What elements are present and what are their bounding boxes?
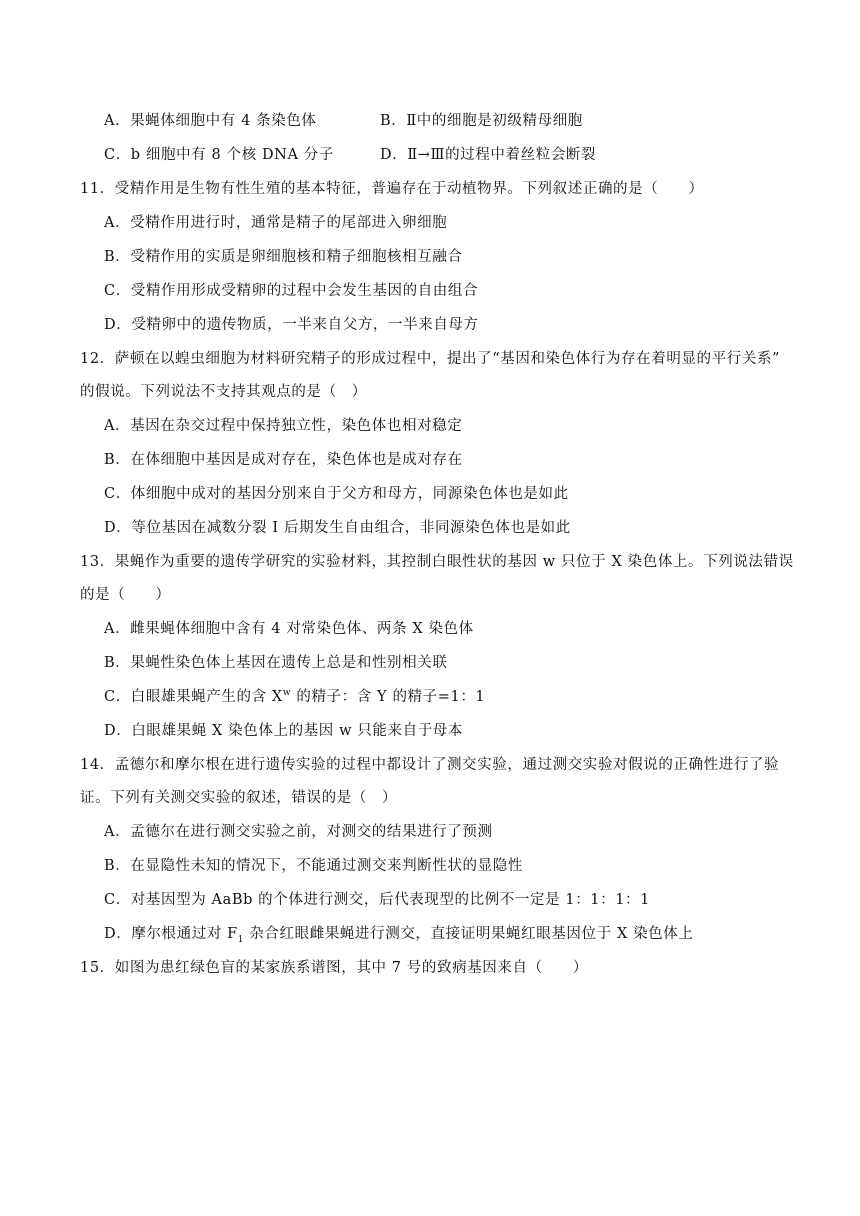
question-14-option-c: C．对基因型为 AaBb 的个体进行测交，后代表现型的比例不一定是 1：1：1：1: [104, 892, 650, 908]
option-b: B．Ⅱ中的细胞是初级精母细胞: [380, 113, 583, 129]
question-12-option-d: D．等位基因在减数分裂 I 后期发生自由组合，非同源染色体也是如此: [104, 520, 571, 536]
question-13-option-d: D．白眼雄果蝇 X 染色体上的基因 w 只能来自于母本: [104, 723, 463, 739]
question-11-option-a: A．受精作用进行时，通常是精子的尾部进入卵细胞: [104, 215, 448, 231]
question-11-option-c: C．受精作用形成受精卵的过程中会发生基因的自由组合: [104, 283, 479, 299]
question-13-option-b: B．果蝇性染色体上基因在遗传上总是和性别相关联: [104, 655, 448, 671]
question-15-stem: 15．如图为患红绿色盲的某家族系谱图，其中 7 号的致病基因来自（ ）: [80, 960, 588, 976]
option-d: D．Ⅱ→Ⅲ的过程中着丝粒会断裂: [380, 147, 597, 163]
allele-superscript: w: [282, 688, 292, 699]
option-d-text-post: 杂合红眼雌果蝇进行测交，直接证明果蝇红眼基因位于 X 染色体上: [244, 926, 694, 942]
question-13-option-c: [104, 687, 485, 707]
question-13-stem-line1: 13．果蝇作为重要的遗传学研究的实验材料，其控制白眼性状的基因 w 只位于 X 染色体上。下列说法错误: [80, 554, 794, 570]
question-12-stem-line1: 12．萨顿在以蝗虫细胞为材料研究精子的形成过程中，提出了“基因和染色体行为存在着明显的平行关系”: [80, 351, 781, 367]
option-a: A．果蝇体细胞中有 4 条染色体: [104, 113, 317, 129]
question-12-option-a: A．基因在杂交过程中保持独立性，染色体也相对稳定: [104, 418, 463, 434]
question-14-option-b: B．在显隐性未知的情况下，不能通过测交来判断性状的显隐性: [104, 858, 523, 874]
question-11-stem: 11．受精作用是生物有性生殖的基本特征，普遍存在于动植物界。下列叙述正确的是（ ）: [80, 181, 704, 197]
generation-subscript: 1: [237, 934, 245, 945]
question-14-option-d: [104, 924, 693, 944]
question-14-option-a: A．孟德尔在进行测交实验之前，对测交的结果进行了预测: [104, 824, 493, 840]
option-c: C．b 细胞中有 8 个核 DNA 分子: [104, 147, 334, 163]
question-14-stem-line1: 14．孟德尔和摩尔根在进行遗传实验的过程中都设计了测交实验，通过测交实验对假说的正确性进行了验: [80, 757, 780, 773]
question-12-option-b: B．在体细胞中基因是成对存在，染色体也是成对存在: [104, 452, 463, 468]
question-13-option-a: A．雌果蝇体细胞中含有 4 对常染色体、两条 X 染色体: [104, 621, 474, 637]
question-13-stem-line2: 的是（ ）: [80, 587, 171, 603]
option-c-text-post: 的精子：含 Y 的精子=1：1: [291, 689, 486, 705]
question-12-option-c: C．体细胞中成对的基因分别来自于父方和母方，同源染色体也是如此: [104, 486, 569, 502]
option-d-text-pre: D．摩尔根通过对 F: [104, 926, 238, 942]
question-12-stem-line2: 的假说。下列说法不支持其观点的是（ ）: [80, 384, 367, 400]
question-14-stem-line2: 证。下列有关测交实验的叙述，错误的是（ ）: [80, 790, 398, 806]
option-c-text-pre: C．白眼雄果蝇产生的含 X: [104, 689, 283, 705]
question-11-option-d: D．受精卵中的遗传物质，一半来自父方，一半来自母方: [104, 317, 479, 333]
question-11-option-b: B．受精作用的实质是卵细胞核和精子细胞核相互融合: [104, 249, 463, 265]
